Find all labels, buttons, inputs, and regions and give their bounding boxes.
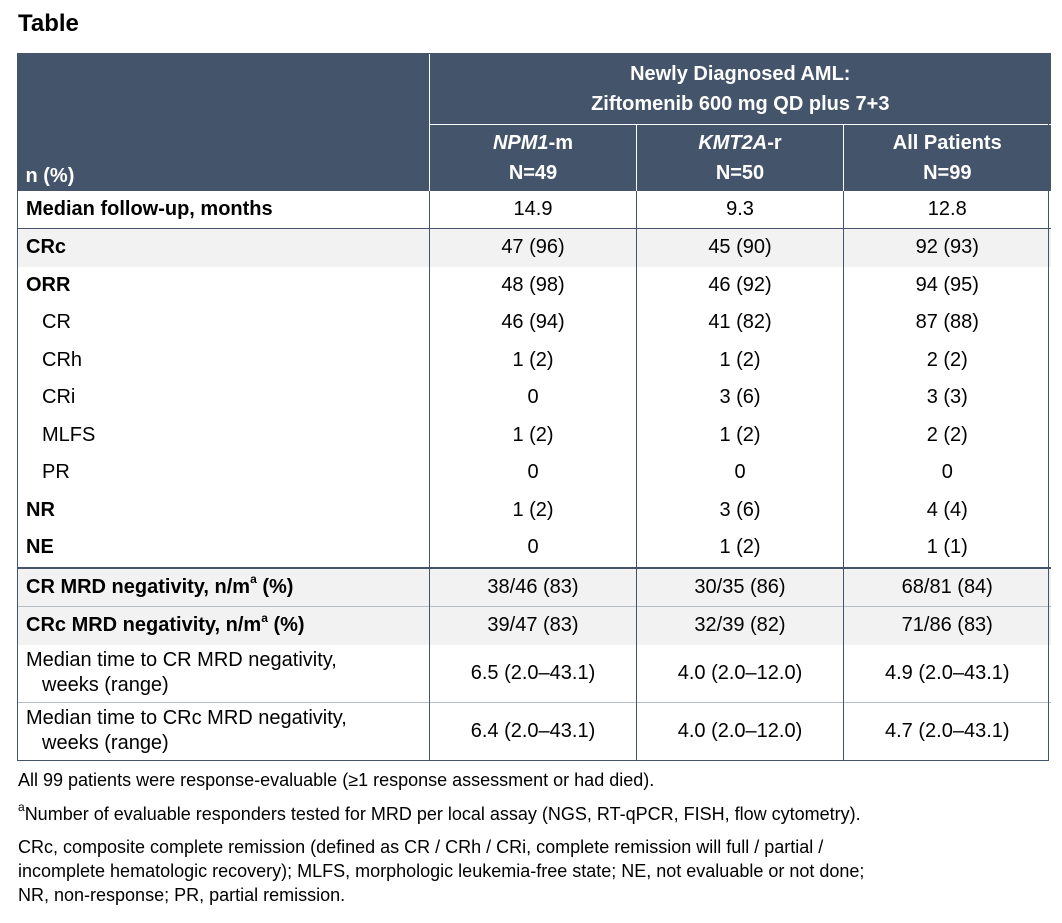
header-row-group [18, 53, 1051, 125]
cell-value: 0 [430, 529, 637, 568]
footnote-mrd-text: Number of evaluable responders tested for MRD per local assay (NGS, RT-qPCR, FISH, flow cytometry). [24, 804, 861, 824]
header-col-kmt2a [637, 125, 844, 192]
cell-value: 0 [430, 379, 637, 417]
row-label-tail: (%) [267, 614, 305, 637]
header-col-npm1 [430, 125, 637, 192]
cell-value: 47 (96) [430, 229, 637, 267]
cell-value: 41 (82) [637, 304, 844, 342]
footnote-evaluable: All 99 patients were response-evaluable (≥1 response assessment or had died). [18, 770, 655, 790]
cell-value: 48 (98) [430, 267, 637, 305]
row-label-line1: Median time to CR MRD negativity, [26, 649, 337, 671]
cell-value: 1 (2) [430, 492, 637, 530]
footnote-mrd [18, 802, 1048, 826]
cell-value: 94 (95) [844, 267, 1051, 305]
table-row [18, 267, 1051, 305]
cell-value: 4.0 (2.0–12.0) [637, 702, 844, 760]
table-row [18, 568, 1051, 607]
table-row [18, 379, 1051, 417]
row-label-tail: (%) [256, 575, 294, 598]
row-label: CRc [18, 229, 430, 267]
row-label [18, 607, 430, 645]
cell-value: 68/81 (84) [844, 568, 1051, 607]
table-row [18, 229, 1051, 267]
table-row [18, 342, 1051, 380]
cell-value: 3 (6) [637, 379, 844, 417]
cell-value: 32/39 (82) [637, 607, 844, 645]
row-label: ORR [18, 267, 430, 305]
row-label-line1: Median time to CRc MRD negativity, [26, 707, 347, 729]
cell-value: 6.4 (2.0–43.1) [430, 702, 637, 760]
table-row [18, 645, 1051, 703]
cell-value: 39/47 (83) [430, 607, 637, 645]
header-corner: n (%) [18, 53, 430, 191]
cell-value: 4 (4) [844, 492, 1051, 530]
cell-value: 0 [844, 454, 1051, 492]
row-label-text: CR MRD negativity, n/m [26, 575, 251, 598]
header-col-all [844, 125, 1051, 192]
cell-value: 87 (88) [844, 304, 1051, 342]
row-label [18, 645, 430, 703]
row-label [18, 702, 430, 760]
cell-value: 3 (6) [637, 492, 844, 530]
cell-value: 1 (2) [430, 342, 637, 380]
cell-value: 0 [430, 454, 637, 492]
cell-value: 1 (2) [637, 417, 844, 455]
cell-value: 3 (3) [844, 379, 1051, 417]
row-label: CRh [18, 342, 430, 380]
table-row [18, 417, 1051, 455]
cell-value: 1 (1) [844, 529, 1051, 568]
row-label: PR [18, 454, 430, 492]
cell-value: 14.9 [430, 191, 637, 229]
table-row [18, 454, 1051, 492]
cell-value: 6.5 (2.0–43.1) [430, 645, 637, 703]
header-group [430, 53, 1051, 125]
footnote-abbreviations [18, 835, 1048, 907]
cell-value: 2 (2) [844, 417, 1051, 455]
table-row [18, 702, 1051, 760]
cell-value: 4.0 (2.0–12.0) [637, 645, 844, 703]
table-row [18, 529, 1051, 568]
cell-value: 71/86 (83) [844, 607, 1051, 645]
page-title: Table [18, 10, 79, 37]
header-col-all-n: N=99 [923, 162, 972, 184]
row-label-line2: weeks (range) [42, 732, 169, 754]
cell-value: 46 (92) [637, 267, 844, 305]
header-col-kmt2a-gene: KMT2A [698, 132, 768, 154]
cell-value: 46 (94) [430, 304, 637, 342]
cell-value: 1 (2) [430, 417, 637, 455]
results-table [17, 53, 1051, 760]
row-label-sup: a [250, 572, 257, 587]
cell-value: 9.3 [637, 191, 844, 229]
header-group-line2: Ziftomenib 600 mg QD plus 7+3 [591, 92, 890, 115]
cell-value: 92 (93) [844, 229, 1051, 267]
footnote-abbrev-line1: CRc, composite complete remission (defined as CR / CRh / CRi, complete remission will full / partial / [18, 837, 824, 857]
row-label: CRi [18, 379, 430, 417]
cell-value: 0 [637, 454, 844, 492]
cell-value: 1 (2) [637, 342, 844, 380]
cell-value: 12.8 [844, 191, 1051, 229]
table-row [18, 191, 1051, 229]
header-col-npm1-suffix: -m [548, 132, 574, 154]
cell-value: 30/35 (86) [637, 568, 844, 607]
footnote-abbrev-line2: incomplete hematologic recovery); MLFS, morphologic leukemia-free state; NE, not evaluable or not done; [18, 861, 865, 881]
header-col-npm1-gene: NPM1 [492, 132, 549, 154]
cell-value: 4.7 (2.0–43.1) [844, 702, 1051, 760]
header-group-line1: Newly Diagnosed AML: [630, 62, 851, 85]
table-row [18, 492, 1051, 530]
cell-value: 2 (2) [844, 342, 1051, 380]
header-col-kmt2a-n: N=50 [715, 162, 765, 184]
cell-value: 1 (2) [637, 529, 844, 568]
table-row [18, 607, 1051, 645]
cell-value: 4.9 (2.0–43.1) [844, 645, 1051, 703]
footnotes [18, 768, 1048, 907]
header-col-npm1-n: N=49 [508, 162, 558, 184]
footnote-mrd-sup: a [18, 800, 25, 814]
header-col-all-name: All Patients [892, 132, 1002, 154]
footnote-abbrev-line3: NR, non-response; PR, partial remission. [18, 885, 346, 905]
row-label: MLFS [18, 417, 430, 455]
row-label [18, 568, 430, 607]
row-label: NR [18, 492, 430, 530]
cell-value: 45 (90) [637, 229, 844, 267]
row-label-text: CRc MRD negativity, n/m [26, 614, 262, 637]
row-label-sup: a [261, 610, 268, 625]
cell-value: 38/46 (83) [430, 568, 637, 607]
row-label: Median follow-up, months [18, 191, 430, 229]
row-label-line2: weeks (range) [42, 674, 169, 696]
table-row [18, 304, 1051, 342]
header-col-kmt2a-suffix: -r [767, 132, 782, 154]
row-label: CR [18, 304, 430, 342]
row-label: NE [18, 529, 430, 568]
